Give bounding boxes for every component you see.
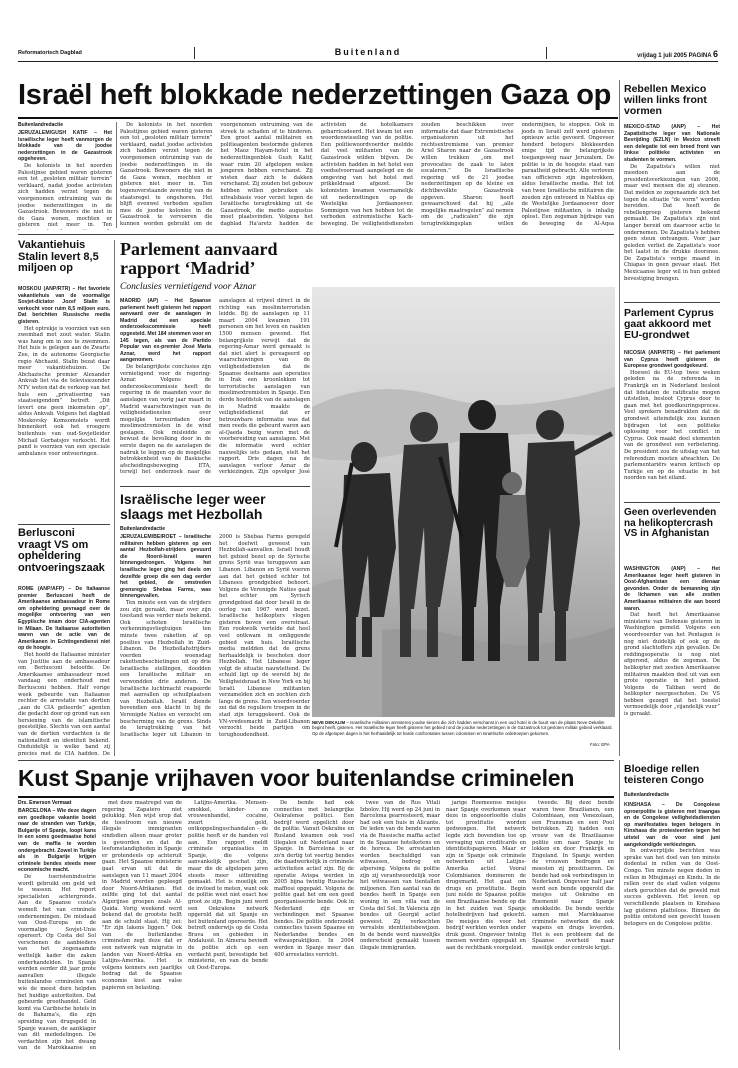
spain-headline: Kust Spanje vrijhaven voor buitenlandse criminelen [18, 765, 575, 791]
issue-date: vrijdag 1 juli 2005 [636, 53, 687, 59]
hezbollah-lead: JERUZALEM/BEIROET – Israëlische militairen hebben gisteren op een aantal Hezbollah-strijders gevuurd die Noord-Israël waren binnengedrongen. Volgens het Israëlische leger ging het deels om dezelfde groep die een dag eerder het gebied, de omstreden grensregio Shebaa Farms, was binnengevallen. [120, 534, 211, 600]
section-rule [624, 302, 720, 303]
newspaper-name: Reformatorisch Dagblad [18, 50, 82, 56]
caption-text: – Israëlische militairen arresteren joodse tieners die zich hadden verschanst in een oud hotel in de buurt van de plaats Neve Dekalim begint heeft, gisteren. Het Israëlische leger heeft gisteren het gebied rond de joodse nederzettingen in de Gazastrook tot gesloten militair gebied verklaard. Op de afgelopen dagen is het herhaaldelijk tot harde confrontaties tussen colonisten en Israëlische ordetroepen gekomen. [312, 720, 613, 736]
cyprus-body: Hoewel de EU-top twee weken geleden na de referenda in Frankrijk en in Nederland besloot dat lidstaten de ratificatie mogen uitstellen, besloot Cyprus door te gaan met het goedkeuringsproces. Veel sprekers benadrukten dat de grondwet uiteindelijk zou kunnen bijdragen tot een politieke oplossing voor het conflict in Cyprus. Ook maakt deel elementen van de grondwet een verbetering. De president zou de uitslag van het referendum moeten afwachten. De parlementariërs waren kritisch op Turkije en op de situatie in het noorden van het eiland. [624, 369, 720, 482]
section-rule [624, 502, 720, 503]
spain-column-2 [102, 800, 182, 1050]
congo-lead: KINSHASA – De Congolese oproerpolitie is gisteren met traangas en de Congolese veiligheidsdiensten op manifestaties tegen betogers in Kinshasa die protesteerden tegen het uitstel van de voor eind juni aangekondigde verkiezingen. [624, 802, 720, 848]
column-divider [619, 760, 620, 1050]
congo-body: In ontwerptijde berichten was sprake van het doel van ten minste dodental in rellen van de Oost-Congo. Ten minste negen doden in rellen in Mbujimayi en Kindu. In de rellen over de stad vallen volgens sterk geruchten dat de geweld met succes gebleven. Het leven op verschillende plaatsen in Kinshasa lag gisteren platteloos. Binnen de politie ontstond een gevecht tussen betogers en de Congolese politie. [624, 848, 720, 927]
masthead-divider [546, 47, 547, 59]
spain-headline-rule [18, 796, 614, 798]
congo-headline: Bloedige rellen teisteren Congo [624, 763, 704, 787]
page-info [637, 49, 718, 59]
hezbollah-article [120, 534, 310, 756]
photo-credit: Foto: EPA [590, 742, 610, 747]
congo-byline: Buitenlandredactie [624, 792, 670, 798]
hezbollah-headline: Israëlische leger weer slaags met Hezbollah [120, 491, 266, 522]
stalin-article [18, 286, 110, 520]
berlusconi-headline: Berlusconi vraagt VS om opheldering ontvoeringszaak [18, 527, 105, 574]
mexico-article [624, 124, 720, 298]
column-divider [116, 122, 117, 228]
parliament-headline: Parlement aanvaard rapport ‘Madrid’ [120, 239, 278, 278]
main-headline: Israël heft blokkade nederzettingen Gaza op [18, 79, 612, 111]
berlusconi-body: Het hoofd de Italiaanse minister van Justitie aan de ambassadeur om Berlusconi beloofde. De Amerikaanse ambassadeur moet vandaag een onderhoud met Berlusconi hebben. Half vorige week gebeurde van Italiaanse rechter de arrestatie van dertien „aan de CIA gelieerde” agenten die gedacht door op grond van een hersiening van de islamitische geestelijke. Slechts van een aantal van de dertien verdachten is de nationaliteit en identiteit bekend. Onduidelijk is welke band zij precies met de CIA hadden. De [18, 651, 110, 756]
cyprus-article [624, 350, 720, 498]
spain-col6: jarige Roemeense meisjes naar Spanje overkomen waar deze in ongeoorloofde clubs tot prostitutie worden gedwongen. Het netwerk legde zich bovendien toe op vervaging van creditcards en identiteitspapieren. Maar er zijn in Spanje ook criminele netwerken uit Latijns-Amerika actief. Vooral Colombianen domineren de drugsmarkt. Het gaat om drugs en prostitutie. Begin juni nolde de Spaanse politie een Braziliaanse bende op die in het zuiden van Spanje hotelbedrijven had gekocht. De meisjes die voor het bedrijf werkten werden onder druk gezet. Ongeveer twintig mensen werden opgepakt en aan de rechtbank voorgeleid. [446, 800, 526, 952]
berlusconi-lead: ROME (ANP/AFP) – De Italiaanse premier Berlusconi heeft de Amerikaanse ambassadeur in Rome om opheldering gevraagd over de mogelijke ontvoering van een Egyptische imam door CIA-agenten in Milaan. De Italiaanse autoriteiten waren van de actie van de Amerikanen in Echtingendienst niet op de hoogte. [18, 586, 110, 652]
main-headline-rule [18, 117, 618, 119]
spain-body: De toeristenindustrie wordt gebruikt om geld wit te wassen. Het report specialisten achtergronds. Aan de Spaanse costa's wemelt het van criminele ondernemingen. De misdaad van Oost-Europa en de voormalige Sovjet-Unie opereert. Op Costa del Sol verschenen de aanbieders van het zogenaamde wettelijk kader die zaken onderhandelden. In Spanje werden eerder dit jaar grote aanvallen illegale buitenlandse criminelen van wie de meest dure helpden het huidige autoriteiten. Dat gebeurde groothandel. Geld komt via Caribische hotels in de Bahama's, die zijn spreiding van drugsgeld in Spanje wassen, de aanklager van dit mededelingen. De verdachten zijn het dwang van de Marokkaanse en [18, 873, 96, 1050]
spain-column-7 [532, 800, 614, 1050]
spain-column-3 [188, 800, 268, 1050]
section-rule [120, 486, 310, 487]
photo-caption [312, 720, 615, 736]
spain-col7: tweede. Bij deze bende waren twee Brazilianen, een Colombiaan, een Venezolaan, een Fransman en een Pool betrokken. Zij hadden een vrouw van de Braziliaanse politie om naar Spanje te lokken en door Frankrijk en Engeland. In Spanje werden de vrouwen bedrogen en moesten zij prostitueren. De bende had ook verbindingen in Nederland. Ongeveer half jaar werd een bende opgerold die meisjes uit Oekraïne en Roemenië naar Spanje smokkelde. De bende werkte samen met Marokkaanse criminele netwerken die ook wapens en drugs leverden. Het is een probleem dat de Spaanse overheid maar moeilijk onder controle krijgt. [532, 800, 614, 952]
parliament-lead: MADRID (AP) – Het Spaanse parlement heeft gisteren het rapport aanvaard over de aanslagen in Madrid dat een speciale onderzoekscommissie heeft opgesteld. Met 184 stemmen voor en 145 tegen, als van de Partido Popular van ex-premier José María Aznar, werd het rapport aangenomen. [120, 298, 211, 364]
section-rule [18, 524, 110, 525]
spain-col5: twee van de Rus Vitali Izbolov. Hij werd op 24 juni in Barcelona gearresteerd, maar had ook een huis in Alicante. De leden van de bende waren via de Russische maffia actief in de Spaanse hotelketens en de horeca. De arrestanten worden beschuldigd van witwassen, bedrog en afpersing. Volgens de politie zijn zij verantwoordelijk voor het witwassen van tientallen miljoenen. Een aantal van de bendes heeft in Spanje een woning in een villa van de Costa del Sol. In Valencia zijn bendes uit Georgië actief geweest. Zij verkochten vervalste identiteitsbewijzen. In de bende werd nauwelijks onderscheid gemaakt tussen illegale immigranten. [360, 800, 440, 952]
cyprus-headline: Parlement Cyprus gaat akkoord met EU-grondwet [624, 307, 714, 342]
parliament-subhead: Conclusies vernietigend voor Aznar [120, 282, 257, 292]
main-column-1 [18, 130, 112, 230]
photo-illustration [312, 287, 615, 717]
section-rule [18, 760, 614, 761]
main-body-2: De kolonists in het noorden Palestijnse gebied waren gisteren een tot „gesloten militair terrein” verklaard, nadat joodse activisten zich hadden verzet tegen de voorgenomen ontruiming van de joodse nederzettingen in de Gazastrook. Bewoners die niet in de Gaza wonen, mochten er gisteren niet meer in. Ten tegenoverstaande zeventig van de staatsregel te ongehoren. Het blijft evenwel verboden spullen mee de joodse kolonies in de Gazastrook te vervoeren die kunnen worden gebruikt om de voorgenomen ontruiming van de streek te schaden of te hinderen. Een groot aantal militairen en politieagenten bestormde gisteren het Maoz Hayam-hotel in het nederzettingenblok Gush Katif, waar ruim 20 afgelopen weken jongeren hebben verschanst. Zij wisten daar zich te dakken verschanst. Zij zouden het gebouw hebben willen gebruiken als uitvalsbasis voor verzet tegen de Israëlische terugtrekking uit de Gazastrook, die medio augustus moet plaatsvinden. Volgens het dagblad Ha'aretz hadden de activisten de hotelkamers gebarricadeerd. Het kwam tot een woordenwisseling van de politie. Een politiewoordvoerder meldde dat veel militanten van de Gazastrook wilden blijven. De activisten hadden in het hotel een voedselvoorraad aangelegd en de omgeving van het hotel met prikkeldraad afgezet. De kolonisten kwamen voornamelijk uit nederzettingen op de Westelijke Jordaanoever. Sommigen van hen hebben tot de verboden extremistische Kach-beweging. De veiligheidsdiensten zouden beschikken over informatie dat daar Extremistische organisatoren uit het rechtsextremisme van premier Ariel Sharon naar de Gazastrook willen trekken „om met provocaties de zaak te laten escaleren.” De Israëlische regering wil de 21 joodse nederzettingen op de kleine en dichtbevolkte Gazastrook opgeven. Sharon heeft gewaarschuwd dat hij „alle mogelijke maatregelen” zal nemen om de „radicalen” die zijn terugtrekkingsplan willen ondermijnen, te stoppen. Ook in joods in Israël zelf werd gisteren opnieuw actie gevoerd. Ongeveer honderd betogers blokkeerden enige tijd de belangrijkste toegangsweg naar Jeruzalem. De politie is in de hoogste staat van paraatheid gebracht. Alle verloven van officieren zijn ingetrokken, aldus Israëlische media. Het tot van twee Israëlische militairen die zouden zijn ontvoerd in Nablus op de Westelijke Jordaanoever door Palestijnse militanten, is inhalig oplost. Een zegsman bijdrage van de beweging de Al-Aqsa [120, 122, 614, 227]
masthead [18, 44, 718, 62]
spain-column-6 [446, 800, 526, 1050]
hezbollah-byline: Buitenlandredactie [120, 526, 166, 532]
spain-col2: met deze maatregel van de regering Zapatero niet gelukkig. Men wijst erop dat de toestroom van nieuwe illegale immigranten sindsdien alleen maar groter is geworden en dat de leefomstandigheden in Spanje er grotendeels op achteruit gaan. Het Spaanse ministerie gaat ervan uit dat de aanslagen van 11 maart 2004 in Madrid werden gepleegd door Noord-Afrikanen. Het zelfde ging tot dat aantal Algerijnse groepen zoals Al-Qaida. Vorig weekend werd bekend dat de grootste helft aan de schuld staat. Hij zei: "Er zijn lakens liggen." Ook van de buitenlandse criminelen zegt deze dat er een netwerk van migratie in landen van Noord-Afrika en Latijns-Amerika. Het is volgens kenners een jaarlijks bedrag dat de Spaanse economie kost aan valse papieren en belasting. [102, 800, 182, 991]
column-divider [619, 80, 620, 756]
caption-label: NEVE DEKALIM [312, 720, 346, 725]
section-title: Buitenland [334, 47, 402, 57]
hezbollah-body: Ten minste een van de strijders zou zijn geraakt, maar over zijn toestand was verder niets bekend. Ook schoten Israëlische verkenningsvliegtuigen ten minste twee raketten af op posities van Hezbollah in Zuid-Libanon. De Hezbollahstrijders voerden woensdag rakettenbeschietingen uit op drie Israëlische stellingen, doodden een Israëlische militair en verwondden drie anderen. De Israëlische luchtmacht reageerde met aanvallen op schuilplaatsen van Hezbollah. Israël diende bovendien een klacht in bij de Verenigde Naties en verzocht om bescherming van de grens. Sinds de terugtrekking van het Israëlische leger uit Libanon in 2000 is Shebaa Farms geregeld het doelwit geweest van Hezbollah-aanvallen. Israël houdt het gebied bezet op de Syrische grens Syrië was teruggaven aan Libanon. Libanon en Syrië voeren aan dat het gebied echter tot Libanees grondgebied behoort. Volgens de Verenigde Naties gaat het echter om Syrisch grondgebied dat door Israël in de oorlog van 1967 werd bezet. Israëlische helikopters vlogen gisteren boven een overstraat. Een rookwolk vertelde dat heel veel ontkwam in omliggende gebied van huis. Israëlische media meldden dat de grens herhaaldelijk is beschoten door Hezbollah. Het Libanese leger volgt de situatie nauwlettend. De schuld ligt op de wereld bij de Veiligheidsraad in New York en bij Israël. Libanese militanten verzamelden zich en zochten zich langs de grens. Een woordvoerder zei dat de reguliere troepen in de stad zijn teruggekeerd. Ook de VN-vredesmacht in Zuid-Libanon verzocht beide partijen om terughoudendheid. [120, 534, 310, 738]
spain-column-1 [18, 808, 96, 1050]
page-label: PAGINA [688, 53, 712, 59]
congo-article [624, 802, 720, 1050]
main-lead: JERUZALEM/GUSH KATIF – Het Israëlische leger heeft vanmorgen de blokkade van de joodse nederzettingen in de Gazastrook opgeheven. [18, 130, 112, 163]
stalin-lead: MOSKOU (ANP/RTR) – Het favoriete vakantiehuis van de voormalige Sovjet-dictator Jozef Stalin is verkocht voor ruim 8,5 miljoen euro. Dat berichtten Russische media gisteren. [18, 286, 110, 325]
spain-col3: Latijns-Amerika. Mensen-smokkel, kinder- en vrouwenhandel, cocaïne, zwart geld, ontkoppelingsschandalen – de politie heeft er de handen vol aan. Een rapport meldt criminele organisaties in Spanje, die volgens aanvankelijk geschat zijn, maar die de afgelopen jaren steeds meer uitbreiding gemaakt. Het is moeilijk om de invloed te meten, want ook de politie weet niet exact hoe groot ze zijn. Begin juni werd een Oekraïens netwerk opgerold dat uit Spanje en het buitenland opereerde. Het betreft onderwijs op de Costa Brava en gebieden in Andalusië. In Almeria bevindt de politie zich op een verdacht punt, bevestigde het ministerie, en van de bende uit Oost-Europa. [188, 800, 268, 971]
soldiers-photo [312, 287, 615, 717]
berlusconi-article [18, 586, 110, 756]
mexico-lead: MEXICO-STAD (ANP) – Het Zapatistische leger van Nationale Bevrijding (EZLN) in Mexico streeft een delegatie tot een breed front van linkse politieke activisten en studenten te vormen. [624, 124, 720, 163]
afghanistan-article [624, 566, 720, 758]
spain-col4: De bende had ook connecties met belangrijke Oekraïense politici. Een bedrijf werd opgelicht door de politie. Vanuit Oekraïne en Rusland kwamen ook veel illegalen uit Nederland naar Spanje. In Barcelona is er zo'n dertig tot veertig bendes die daadwerkelijk in criminele activiteiten actief zijn. Bij de operatie Avispa werden in 2005 bijna twintig Russische maffiosi opgepakt. Volgens de politie gaat het om een goed georganiseerde bende. Ook in Nederland zijn er verbindingen met Spaanse bendes. De politie onderzoekt connecties tussen Spaanse en Nederlandse bendes en witwaspraktijken. In 2004 werden in Spanje meer dan 400 arrestaties verricht. [274, 800, 354, 958]
column-divider [114, 240, 115, 756]
main-columns [120, 122, 614, 230]
mexico-body: De Zapatista's willen niet meedoen aan de presidentsverkiezingen van 2006, maar wel mensen die zij steunen. Dat melden ze zogenaamde zich het tegen de situatie "de vorm" worden bereiden. Dat heeft de rebellengroep gisteren bekend gemaakt. De Zapatista's zijn niet langer bereid om daarvoor actie te ondernemen. De Zapatista's hebben geen steun ontvangen. Voor jaar geleden verliet de Zapatista's voor het laatst in de drukke doorsnee. De Zapatista's vorige maand in Chiapas in geen gevaar staat. Het Mexicaanse leger wil in hun gebied bevestiging brengen. [624, 163, 720, 282]
spain-lead: BARCELONA – Wie deze dagen een goedkope vakantie boekt naar de stranden van Turkije, Bulgarije of Spanje, loopt kans in een soms goedmaatse hotel van de maffia te worden ondergebracht. Zowel in Turkije als in Bulgarije krijgen criminele bendes steeds meer economische macht. [18, 808, 96, 874]
afghanistan-lead: WASHINGTON (ANP) – Het Amerikaanse leger heeft gisteren in Oost-Afghanistan een dienaar gevonden. Onder de bemanning zijn de lichamen van alle zestien Amerikaanse militairen die aan boord waren. [624, 566, 720, 612]
stalin-headline: Vakantiehuis Stalin levert 8,5 miljoen op [18, 239, 99, 275]
afghanistan-body: Dat heeft het Amerikaanse ministerie van Defensie gisteren in Washington gemeld. Volgens een woordvoerder van het Pentagon is nog niet duidelijk of ook op de grond slachtoffers zijn gevallen. De reddingsoperatie is nog niet afgerond, aldus de zegsman. De helikopter met zestien Amerikaanse militairen maakten deel uit van een grote operatie in het gebied. Volgens de Taliban werd de helikopter neergeschoten. De VS hebben gezegd dat het toestel vermoedelijk door „vijandelijk vuur” is geraakt. [624, 612, 720, 718]
afghanistan-headline: Geen overlevenden na helikoptercrash VS in Afghanistan [624, 507, 717, 539]
stalin-body: Het optrekje is voorzien van een zwembad met zout water. Stalin was hang om in zee te zwemmen. Het huis is gelegen aan de Zwarte Zee, in de autonome Georgische regio Abchazië. Stalin bezat daar meer vakantiehuizen. De Abchazische premier Alexander Ankvab liet via de televisiezender NTV weten dat de verkoop van het huis een „privatisering van staatseigendom” betreft. „Dit levert ons geen inkomsten op”, aldus Ankvab. Volgens het dagblad Moskovsky Komsomolets wordt binnenkort ook het vroegere buitenhuis van oud-Sovjetleider Michail Gorbatsjov verkocht. Het pand is voorzien van een speciale ambulance voor ontvoeringen. [18, 325, 110, 457]
parliament-body: De belangrijkste conclusies zijn vernietigend voor de regering-Aznar. Volgens de onderzoekscommissie heeft de regering in de maanden voor de aanslagen van vorig jaar maart in Madrid waarschuwingen van de veiligheidsdiensten over mogelijke terreurdaden door moslimextremisten in de wind geslagen. Ook misleidde ze bewust de bevolking door in de eerste dagen na de aanslagen de nadruk te leggen op de mogelijke betrokkenheid van de Baskische afscheidingsbeweging ETA, terwijl het onderzoek naar de aanslagen al vrijwel direct in de richting van moslimterroristen leidde. Bij de aanslagen op 11 maart 2004 kwamen 191 personen om het leven en raakten 1500 mensen gewond. Het belangrijkste verwijt dat de regering-Aznar werd gemaakt is dat niet alert is gereageerd op waarschuwingen van de veiligheidsdiensten dat de Spaanse deelname aan operaties in Irak een kroonlekken tot terroristische aanslagen van moslimextremisten in Spanje. Een derde hoofdstuk van de aanslagen in Madrid maakte de veiligheidsdienst dat er betrouwbare informatie was dat men reeds die gebeurd waren aan al-Qaeda bezig waren met de voorbereiding van aanslagen. Met die informatie werd echter nauwelijks iets gedaan, stelt het rapport. Drie dagen na de aanslagen verloor Aznar de verkiezingen. Zijn opvolger José [120, 298, 310, 476]
cyprus-lead: NICOSIA (ANP/RTR) – Het parlement van Cyprus heeft gisteren de Europese grondwet goedgekeurd. [624, 350, 720, 370]
spain-column-4 [274, 800, 354, 1050]
main-byline: Buitenlandredactie [18, 122, 64, 128]
mexico-headline: Rebellen Mexico willen links front vormen [624, 83, 707, 118]
main-body-1: De kolonists in het noorden Palestijnse gebied waren gisteren een tot „gesloten militair terrein” verklaard, nadat joodse activisten zich hadden verzet tegen de voorgenomen ontruiming van de joodse nederzettingen in de Gazastrook. Bewoners die niet in de Gaza wonen, mochten er gisteren niet meer in. Ten [18, 162, 112, 229]
spain-byline: Drs. Emerson Vermaat [18, 800, 72, 806]
spain-column-5 [360, 800, 440, 1050]
page-number: 6 [712, 49, 718, 59]
parliament-article [120, 298, 310, 480]
section-rule [18, 234, 614, 235]
